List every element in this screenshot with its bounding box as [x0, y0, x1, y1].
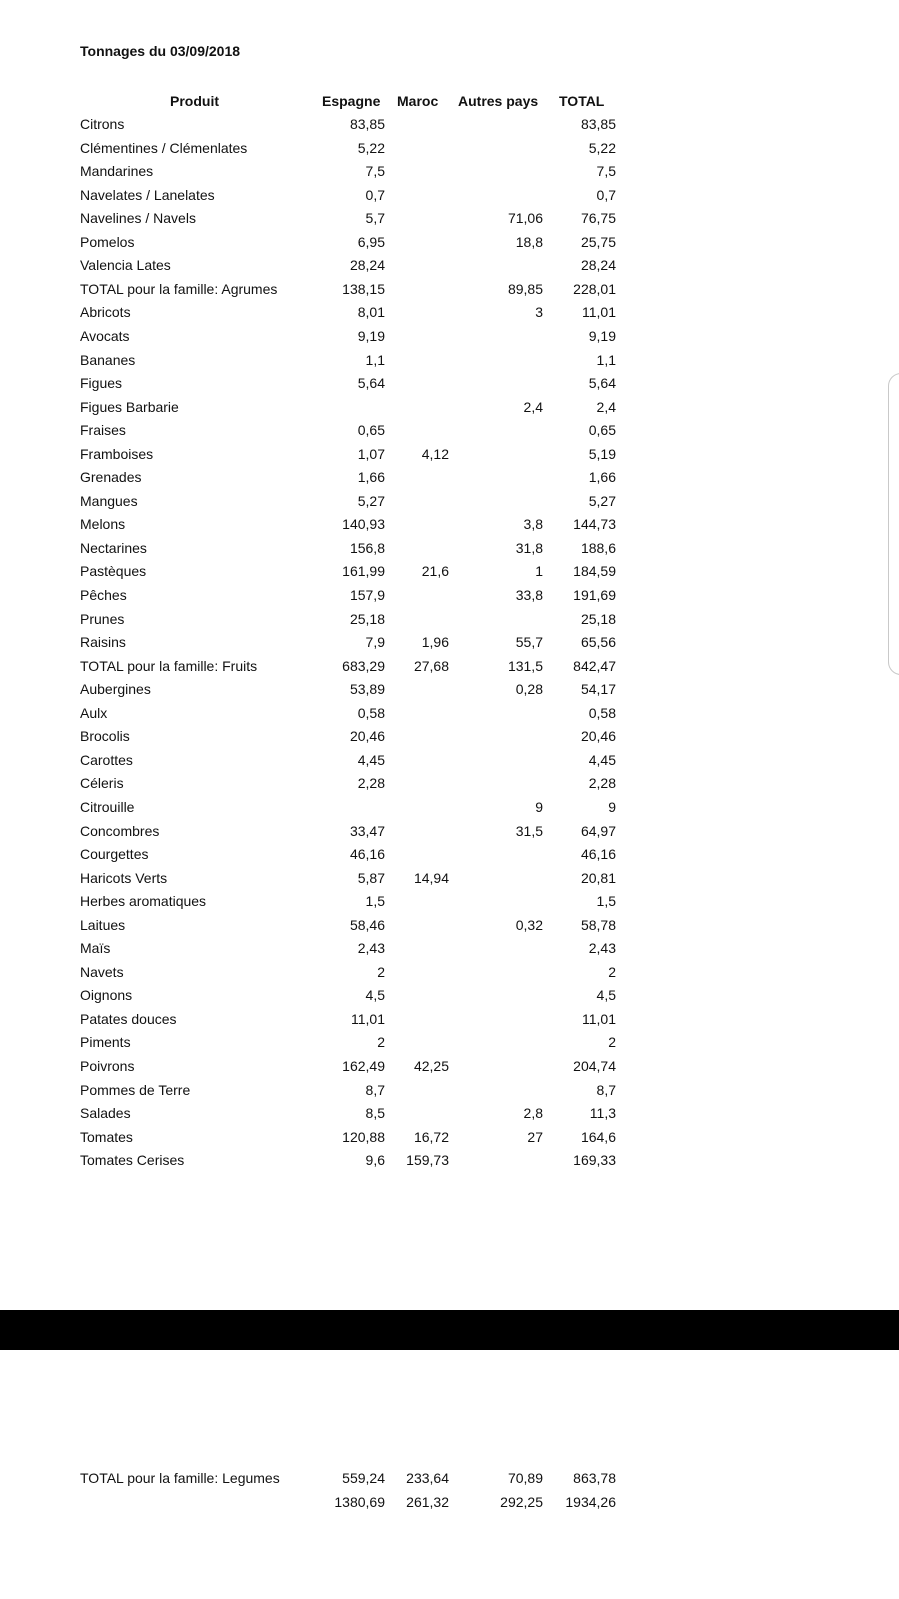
total-value: 2 — [608, 963, 616, 980]
product-name: Pomelos — [80, 233, 135, 250]
espagne-value: 683,29 — [342, 657, 385, 674]
table-row — [0, 914, 899, 937]
espagne-value: 58,46 — [349, 916, 385, 933]
espagne-value: 1,5 — [365, 893, 385, 910]
espagne-value: 28,24 — [349, 257, 385, 274]
table-row — [0, 1149, 899, 1172]
total-value: 5,27 — [588, 492, 616, 509]
product-name: Brocolis — [80, 728, 130, 745]
footer-row — [0, 1491, 899, 1514]
total-value: 228,01 — [573, 280, 616, 297]
espagne-value: 8,7 — [365, 1081, 385, 1098]
footer-row — [0, 1467, 899, 1490]
table-row — [0, 560, 899, 583]
autres-pays-value: 89,85 — [507, 280, 543, 297]
product-name: Raisins — [80, 634, 126, 651]
header-autres-pays: Autres pays — [458, 93, 539, 109]
product-name: Patates douces — [80, 1010, 177, 1027]
product-name: Navelines / Navels — [80, 210, 196, 227]
autres-pays-value: 0,32 — [515, 916, 543, 933]
product-name: Mandarines — [80, 163, 154, 180]
total-value: 25,75 — [580, 233, 616, 250]
espagne-value: 33,47 — [349, 822, 385, 839]
table-row — [0, 1031, 899, 1054]
espagne-value: 8,5 — [365, 1105, 385, 1122]
autres-pays-value: 55,7 — [515, 634, 543, 651]
table-row — [0, 490, 899, 513]
total-value: 1,5 — [596, 893, 616, 910]
total-value: 184,59 — [573, 563, 616, 580]
total-value: 64,97 — [580, 822, 616, 839]
table-row — [0, 796, 899, 819]
maroc-value: 4,12 — [421, 445, 449, 462]
product-name: Salades — [80, 1105, 131, 1122]
total-value: 11,01 — [582, 304, 616, 321]
product-name: Aulx — [80, 704, 108, 721]
total-value: 9,19 — [588, 327, 616, 344]
espagne-value: 157,9 — [349, 587, 385, 603]
maroc-value: 21,6 — [421, 563, 449, 580]
total-value: 28,24 — [580, 257, 616, 274]
maroc-value: 16,72 — [413, 1128, 449, 1145]
espagne-value: 1380,69 — [334, 1493, 385, 1510]
table-row — [0, 678, 899, 701]
product-name: Navelates / Lanelates — [80, 186, 215, 203]
table-row — [0, 725, 899, 748]
table-row — [0, 608, 899, 631]
espagne-value: 1,07 — [357, 445, 385, 462]
table-row — [0, 1079, 899, 1102]
product-name: Clémentines / Clémenlates — [80, 139, 248, 156]
table-row — [0, 513, 899, 536]
espagne-value: 7,9 — [365, 634, 385, 651]
table-row — [0, 160, 899, 183]
total-value: 169,33 — [573, 1152, 616, 1169]
total-value: 5,22 — [588, 139, 616, 156]
table-row — [0, 820, 899, 843]
table-row — [0, 937, 899, 960]
total-value: 8,7 — [596, 1081, 616, 1098]
product-name: Oignons — [80, 987, 133, 1004]
product-name: Melons — [80, 516, 126, 533]
table-row — [0, 1055, 899, 1078]
espagne-value: 6,95 — [357, 233, 385, 250]
header-espagne: Espagne — [322, 93, 381, 109]
product-name: Avocats — [80, 327, 130, 344]
total-value: 11,01 — [582, 1010, 616, 1027]
product-name: TOTAL pour la famille: Agrumes — [80, 280, 278, 297]
total-value: 25,18 — [580, 610, 616, 627]
total-value: 2 — [608, 1034, 616, 1051]
scroll-handle[interactable] — [888, 373, 899, 675]
table-row — [0, 443, 899, 466]
maroc-value: 14,94 — [413, 869, 449, 886]
table-row — [0, 325, 899, 348]
espagne-value: 46,16 — [349, 846, 385, 863]
table-row — [0, 749, 899, 772]
total-value: 46,16 — [580, 846, 616, 863]
total-value: 20,81 — [580, 869, 616, 886]
autres-pays-value: 0,28 — [515, 681, 543, 698]
espagne-value: 4,5 — [365, 987, 385, 1004]
product-name: Haricots Verts — [80, 869, 168, 886]
espagne-value: 1,66 — [357, 469, 385, 486]
product-name: Aubergines — [80, 681, 151, 698]
header-product: Produit — [170, 93, 219, 109]
total-value: 5,64 — [588, 375, 616, 392]
espagne-value: 2 — [377, 963, 385, 980]
product-name: Pêches — [80, 587, 127, 603]
total-value: 4,5 — [596, 987, 616, 1004]
product-name: Abricots — [80, 304, 131, 321]
total-value: 54,17 — [580, 681, 616, 698]
maroc-value: 27,68 — [413, 657, 449, 674]
table-row — [0, 278, 899, 301]
espagne-value: 1,1 — [365, 351, 385, 368]
product-name: Céleris — [80, 775, 124, 792]
espagne-value: 0,58 — [357, 704, 385, 721]
total-value: 1934,26 — [565, 1493, 616, 1510]
espagne-value: 156,8 — [349, 539, 385, 556]
table-row — [0, 137, 899, 160]
total-value: 76,75 — [580, 210, 616, 227]
product-name: Bananes — [80, 351, 136, 368]
page-title: Tonnages du 03/09/2018 — [80, 43, 241, 59]
espagne-value: 120,88 — [342, 1128, 385, 1145]
table-row — [0, 772, 899, 795]
total-value: 191,69 — [573, 587, 616, 603]
table-row — [0, 301, 899, 324]
total-value: 1,66 — [588, 469, 616, 486]
product-name: TOTAL pour la famille: Fruits — [80, 657, 258, 674]
autres-pays-value: 31,5 — [515, 822, 543, 839]
product-name: Citrons — [80, 116, 125, 132]
espagne-value: 8,01 — [357, 304, 385, 321]
table-row — [0, 466, 899, 489]
total-value: 20,46 — [580, 728, 616, 745]
maroc-value: 159,73 — [406, 1152, 449, 1169]
product-name: Framboises — [80, 445, 154, 462]
table-row — [0, 984, 899, 1007]
total-value: 0,7 — [596, 186, 616, 203]
product-name: Courgettes — [80, 846, 149, 863]
espagne-value: 7,5 — [365, 163, 385, 180]
autres-pays-value: 71,06 — [507, 210, 543, 227]
espagne-value: 20,46 — [349, 728, 385, 745]
autres-pays-value: 31,8 — [515, 539, 543, 556]
espagne-value: 0,65 — [357, 422, 385, 439]
autres-pays-value: 2,4 — [523, 398, 543, 415]
espagne-value: 9,6 — [365, 1152, 385, 1169]
espagne-value: 5,7 — [365, 210, 385, 227]
total-value: 144,73 — [573, 516, 616, 533]
product-name: Herbes aromatiques — [80, 893, 207, 910]
total-value: 1,1 — [596, 351, 616, 368]
maroc-value: 233,64 — [406, 1470, 449, 1486]
product-name: Citrouille — [80, 798, 135, 815]
total-value: 5,19 — [588, 445, 616, 462]
product-name: Mangues — [80, 492, 138, 509]
autres-pays-value: 3 — [535, 304, 543, 321]
espagne-value: 11,01 — [351, 1010, 385, 1027]
total-value: 4,45 — [588, 751, 616, 768]
product-name: Fraises — [80, 422, 126, 439]
product-name: Laitues — [80, 916, 126, 933]
table-row — [0, 655, 899, 678]
total-value: 2,4 — [596, 398, 616, 415]
product-name: Navets — [80, 963, 124, 980]
product-name: Carottes — [80, 751, 133, 768]
table-row — [0, 702, 899, 725]
table-row — [0, 631, 899, 654]
product-name: Figues Barbarie — [80, 398, 179, 415]
table-row — [0, 184, 899, 207]
total-value: 0,65 — [588, 422, 616, 439]
total-value: 65,56 — [580, 634, 616, 651]
autres-pays-value: 3,8 — [523, 516, 543, 533]
total-value: 11,3 — [589, 1105, 616, 1122]
total-value: 58,78 — [580, 916, 616, 933]
total-value: 83,85 — [580, 116, 616, 132]
autres-pays-value: 2,8 — [523, 1105, 543, 1122]
table-row — [0, 584, 899, 607]
product-name: Maïs — [80, 940, 111, 957]
espagne-value: 9,19 — [357, 327, 385, 344]
espagne-value: 4,45 — [357, 751, 385, 768]
product-name: Tomates — [80, 1128, 133, 1145]
product-name: Concombres — [80, 822, 160, 839]
total-value: 863,78 — [573, 1470, 616, 1486]
table-row — [0, 419, 899, 442]
espagne-value: 2 — [377, 1034, 385, 1051]
product-name: Piments — [80, 1034, 131, 1051]
espagne-value: 140,93 — [342, 516, 385, 533]
total-value: 842,47 — [573, 657, 616, 674]
table-row — [0, 372, 899, 395]
espagne-value: 5,22 — [357, 139, 385, 156]
table-row — [0, 890, 899, 913]
autres-pays-value: 292,25 — [500, 1493, 543, 1510]
espagne-value: 162,49 — [342, 1058, 385, 1074]
product-name: Grenades — [80, 469, 142, 486]
autres-pays-value: 27 — [527, 1128, 543, 1145]
product-name: Valencia Lates — [80, 257, 171, 274]
autres-pays-value: 131,5 — [507, 657, 543, 674]
maroc-value: 42,25 — [413, 1058, 449, 1074]
maroc-value: 1,96 — [421, 634, 449, 651]
black-band — [0, 1310, 899, 1350]
autres-pays-value: 18,8 — [515, 233, 543, 250]
espagne-value: 5,64 — [357, 375, 385, 392]
header-total: TOTAL — [559, 93, 605, 109]
product-name: Poivrons — [80, 1058, 135, 1074]
total-value: 0,58 — [588, 704, 616, 721]
maroc-value: 261,32 — [406, 1493, 449, 1510]
table-row — [0, 537, 899, 560]
total-value: 164,6 — [580, 1128, 616, 1145]
total-value: 9 — [608, 798, 616, 815]
autres-pays-value: 33,8 — [515, 587, 543, 603]
total-value: 7,5 — [596, 163, 616, 180]
table-row — [0, 113, 899, 136]
product-name: Figues — [80, 375, 123, 392]
espagne-value: 83,85 — [349, 116, 385, 132]
espagne-value: 5,87 — [357, 869, 385, 886]
total-value: 2,28 — [588, 775, 616, 792]
autres-pays-value: 70,89 — [507, 1470, 543, 1486]
autres-pays-value: 9 — [535, 798, 543, 815]
espagne-value: 0,7 — [365, 186, 385, 203]
product-name: Prunes — [80, 610, 125, 627]
table-row — [0, 396, 899, 419]
table-row — [0, 843, 899, 866]
table-row — [0, 961, 899, 984]
total-value: 204,74 — [573, 1058, 616, 1074]
espagne-value: 25,18 — [349, 610, 385, 627]
table-row — [0, 867, 899, 890]
total-value: 188,6 — [580, 539, 616, 556]
product-name: Tomates Cerises — [80, 1152, 185, 1169]
espagne-value: 2,28 — [357, 775, 385, 792]
espagne-value: 5,27 — [357, 492, 385, 509]
total-value: 2,43 — [588, 940, 616, 957]
espagne-value: 161,99 — [342, 563, 385, 580]
espagne-value: 138,15 — [342, 280, 385, 297]
product-name: Pommes de Terre — [80, 1081, 191, 1098]
espagne-value: 559,24 — [342, 1470, 385, 1486]
product-name: TOTAL pour la famille: Legumes — [80, 1470, 280, 1486]
table-row — [0, 1008, 899, 1031]
table-row — [0, 254, 899, 277]
autres-pays-value: 1 — [535, 563, 543, 580]
product-name: Pastèques — [80, 563, 147, 580]
header-maroc: Maroc — [397, 93, 439, 109]
table-row — [0, 1126, 899, 1149]
table-row — [0, 1102, 899, 1125]
espagne-value: 2,43 — [357, 940, 385, 957]
table-row — [0, 207, 899, 230]
product-name: Nectarines — [80, 539, 147, 556]
table-row — [0, 231, 899, 254]
table-row — [0, 349, 899, 372]
espagne-value: 53,89 — [349, 681, 385, 698]
